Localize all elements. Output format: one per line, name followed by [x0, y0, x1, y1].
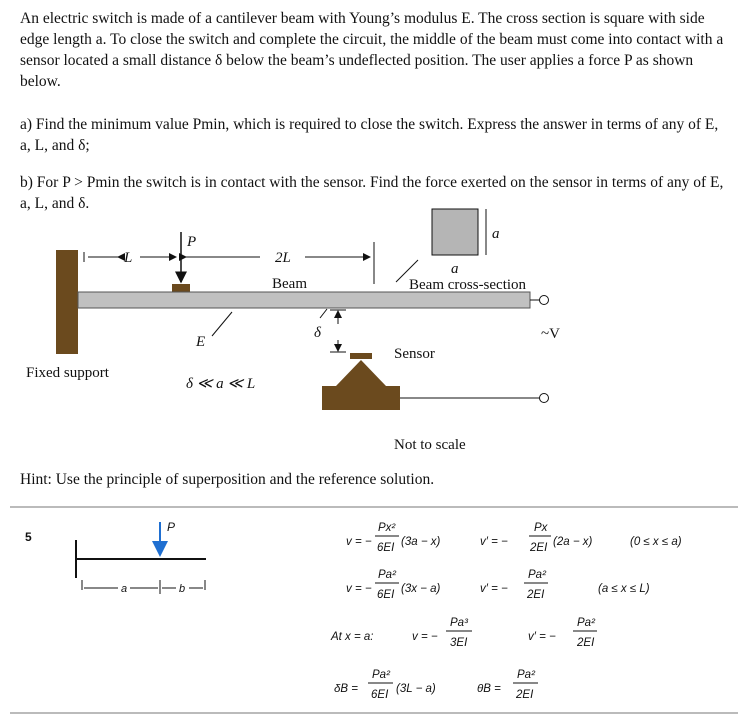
svg-text:v′ = −: v′ = −	[480, 583, 508, 595]
problem-part-a: a) Find the minimum value Pmin, which is required to close the switch. Express the answer in terms of any of E, a, L, and δ;	[20, 116, 719, 154]
divider-top	[10, 506, 738, 508]
svg-text:At x = a:: At x = a:	[331, 631, 374, 643]
svg-text:2EI: 2EI	[577, 637, 595, 649]
sensor-base	[322, 386, 400, 410]
reference-case-number: 5	[25, 530, 32, 544]
leader-E	[212, 312, 232, 336]
hint-text: Hint: Use the principle of superposition and the reference solution.	[20, 471, 435, 488]
svg-text:(0 ≤ x ≤ a): (0 ≤ x ≤ a)	[630, 536, 682, 548]
label-L: L	[124, 250, 133, 266]
svg-text:3EI: 3EI	[450, 637, 468, 649]
label-2L: 2L	[275, 250, 291, 266]
load-pad	[172, 284, 190, 292]
beam	[78, 292, 530, 308]
divider-bottom	[10, 712, 738, 714]
ref-label-P: P	[167, 520, 176, 534]
svg-text:Pa²: Pa²	[378, 569, 396, 581]
svg-text:6EI: 6EI	[371, 689, 389, 701]
svg-text:Px: Px	[534, 522, 548, 534]
label-E: E	[196, 334, 206, 350]
label-sensor: Sensor	[394, 346, 435, 362]
ref-eq-row-4	[334, 669, 538, 701]
svg-text:v = −: v = −	[346, 583, 372, 595]
svg-text:Pa²: Pa²	[517, 669, 535, 681]
terminal-top	[540, 296, 549, 305]
svg-text:(3x − a): (3x − a)	[401, 583, 441, 595]
terminal-bottom	[540, 394, 549, 403]
svg-text:v = −: v = −	[412, 631, 438, 643]
label-not-to-scale: Not to scale	[394, 437, 466, 453]
svg-text:(3a − x): (3a − x)	[401, 536, 441, 548]
label-a-side: a	[492, 226, 500, 242]
label-cross-section: Beam cross-section	[409, 277, 527, 293]
sensor-contact	[350, 353, 372, 359]
svg-text:(3L − a): (3L − a)	[396, 683, 436, 695]
fixed-support-wall	[56, 250, 78, 354]
svg-text:Px²: Px²	[378, 522, 396, 534]
svg-text:Pa²: Pa²	[372, 669, 390, 681]
svg-text:2EI: 2EI	[530, 542, 548, 554]
svg-text:θB =: θB =	[477, 683, 501, 695]
svg-text:(2a − x): (2a − x)	[553, 536, 593, 548]
label-a-bottom: a	[451, 261, 459, 277]
sensor-support	[336, 360, 386, 386]
svg-text:Pa³: Pa³	[450, 617, 468, 629]
ref-label-a: a	[121, 583, 128, 595]
ref-eq-row-3	[330, 617, 597, 649]
svg-text:2EI: 2EI	[516, 689, 534, 701]
label-beam: Beam	[272, 276, 307, 292]
cross-section-square	[432, 209, 478, 255]
leader-beam	[320, 309, 327, 318]
label-fixed-support: Fixed support	[26, 365, 109, 381]
label-P: P	[187, 234, 197, 250]
label-condition: δ ≪ a ≪ L	[186, 376, 256, 392]
label-voltage: ~V	[541, 326, 560, 342]
svg-text:(a ≤ x ≤ L): (a ≤ x ≤ L)	[598, 583, 650, 595]
label-delta: δ	[314, 325, 321, 341]
problem-part-b: b) For P > Pmin the switch is in contact with the sensor. Find the force exerted on the sensor in terms of any of E, a, L, and δ.	[20, 174, 724, 212]
svg-text:δB =: δB =	[334, 683, 358, 695]
ref-eq-row-2	[346, 569, 650, 601]
ref-eq-row-1	[346, 522, 682, 554]
svg-text:v′ = −: v′ = −	[480, 536, 508, 548]
ref-label-b: b	[179, 583, 186, 595]
svg-text:Pa²: Pa²	[528, 569, 546, 581]
svg-text:6EI: 6EI	[377, 589, 395, 601]
problem-intro: An electric switch is made of a cantilever beam with Young’s modulus E. The cross section is square with side edge length a. To close the switch and complete the circuit, the middle of the beam must come into contact with a sensor located a small distance δ below the beam’s undeflected position. The user applies a force P as shown below.	[20, 10, 724, 90]
svg-text:6EI: 6EI	[377, 542, 395, 554]
svg-text:v = −: v = −	[346, 536, 372, 548]
svg-text:Pa²: Pa²	[577, 617, 595, 629]
svg-text:2EI: 2EI	[527, 589, 545, 601]
svg-text:v′ = −: v′ = −	[528, 631, 556, 643]
